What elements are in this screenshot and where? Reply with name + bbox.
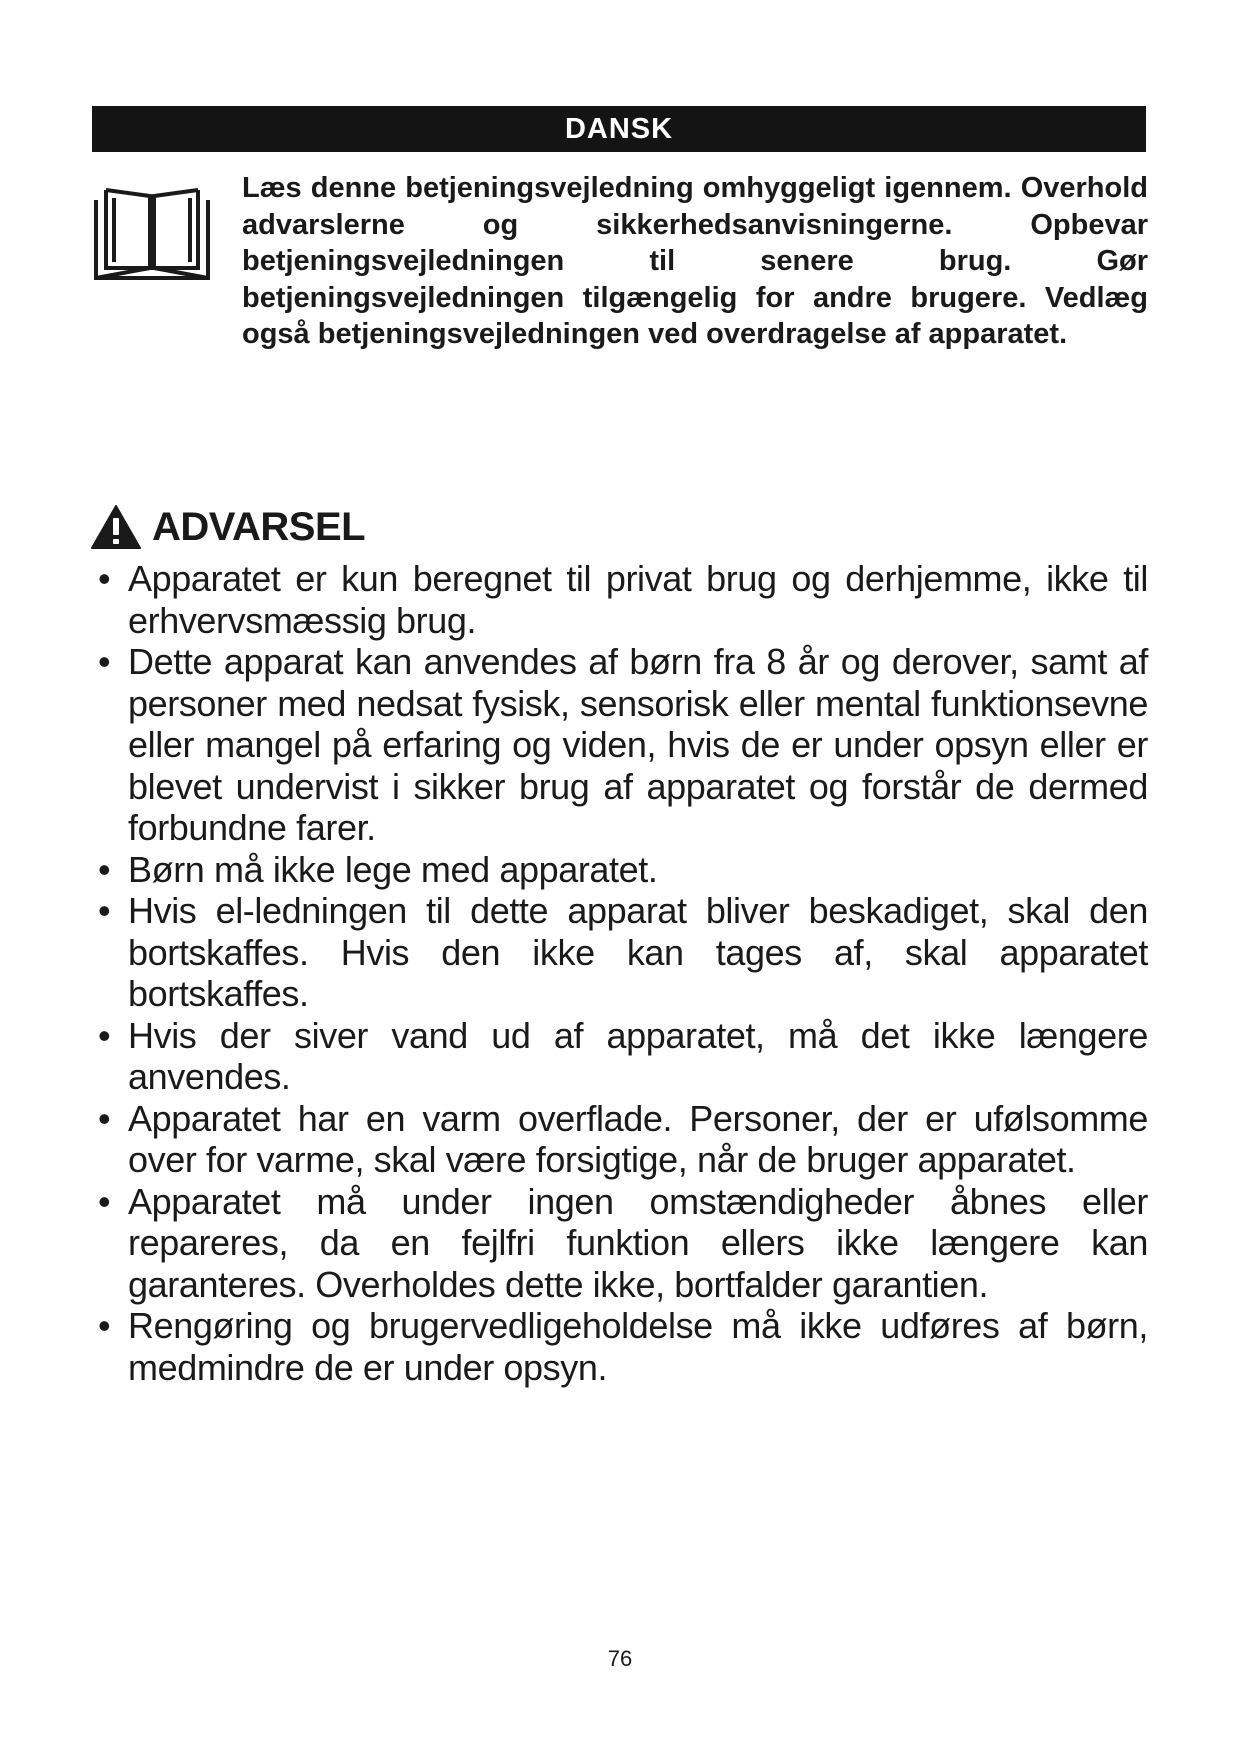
page-number: 76 <box>607 1646 633 1671</box>
language-header: DANSK <box>92 106 1146 152</box>
bullet: • <box>98 558 111 599</box>
bullet: • <box>98 1014 111 1056</box>
warning-item-text: Dette apparat kan anvendes af børn fra 8 år og derover, samt af personer med nedsat fysisk, sensorisk eller mental funktionsevne eller mangel på erfaring og viden, hvis de er under opsyn eller er blevet undervist i sikker brug af apparatet og forstår de dermed forbundne farer. <box>128 641 1148 848</box>
warning-list <box>96 558 1148 1388</box>
bullet: • <box>98 641 111 682</box>
warning-item <box>96 1305 1148 1388</box>
warning-item-text: Apparatet er kun beregnet til privat brug og derhjemme, ikke til erhvervsmæssig brug. <box>128 558 1148 641</box>
bullet: • <box>98 1097 111 1139</box>
warning-item <box>96 849 1148 891</box>
warning-item <box>96 1015 1148 1098</box>
warning-item-text: Apparatet må under ingen omstændigheder åbnes eller repareres, da en fejlfri funktion ellers ikke længere kan garanteres. Overholdes dette ikke, bortfalder garantien. <box>128 1180 1148 1305</box>
intro-text: Læs denne betjeningsvejledning omhyggeligt igennem. Overhold advarslerne og sikkerhedsanvisningerne. Opbevar betjeningsvejledningen til senere brug. Gør betjeningsvejledningen tilgængelig for andre brugere. Vedlæg også betjeningsvejledningen ved overdragelse af apparatet. <box>242 172 1148 350</box>
bullet: • <box>98 890 111 931</box>
warning-heading <box>90 502 365 552</box>
warning-item-text: Apparatet har en varm overflade. Personer, der er ufølsomme over for varme, skal være forsigtige, når de bruger apparatet. <box>128 1097 1148 1180</box>
warning-item <box>96 558 1148 641</box>
warning-triangle-icon <box>90 504 142 550</box>
bullet: • <box>98 848 111 890</box>
bullet: • <box>98 1180 111 1222</box>
open-book-icon <box>92 176 212 282</box>
warning-item <box>96 890 1148 1015</box>
warning-item <box>96 641 1148 849</box>
warning-item <box>96 1181 1148 1306</box>
warning-item-text: Børn må ikke lege med apparatet. <box>128 848 658 890</box>
warning-item-text: Hvis el-ledningen til dette apparat bliver beskadiget, skal den bortskaffes. Hvis den ikke kan tages af, skal apparatet bortskaffes. <box>128 890 1148 1014</box>
warning-item-text: Hvis der siver vand ud af apparatet, må det ikke længere anvendes. <box>128 1014 1148 1097</box>
warning-item <box>96 1098 1148 1181</box>
bullet: • <box>98 1305 111 1346</box>
warning-title: ADVARSEL <box>152 505 366 549</box>
warning-item-text: Rengøring og brugervedligeholdelse må ikke udføres af børn, medmindre de er under opsyn. <box>128 1305 1148 1388</box>
